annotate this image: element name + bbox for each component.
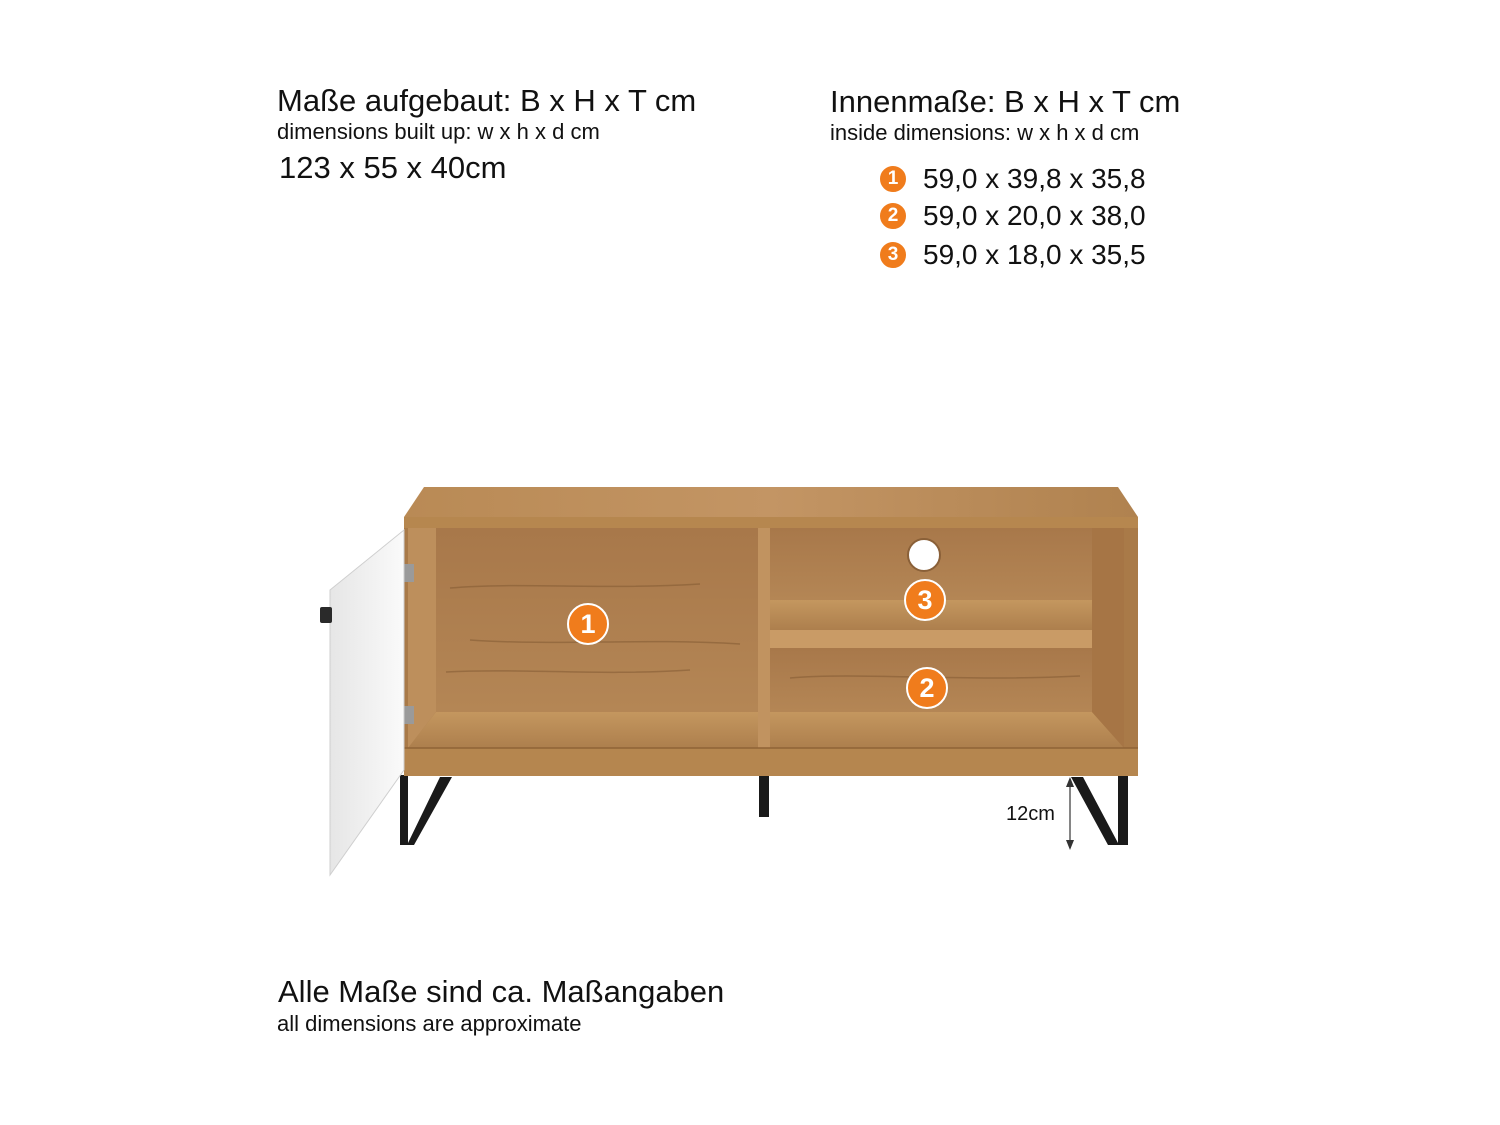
cable-hole (908, 539, 940, 571)
leg-height-dimension (1066, 777, 1074, 850)
middle-divider (758, 528, 770, 748)
leg-front-left (400, 775, 452, 845)
middle-shelf (770, 630, 1124, 648)
hinge-top (404, 564, 414, 582)
leg-height-label: 12cm (1006, 803, 1055, 825)
compartment-badge-1: 1 (567, 603, 609, 645)
open-door (330, 530, 404, 875)
right-lower-bottom (770, 712, 1124, 748)
outer-dimensions-title-en: dimensions built up: w x h x d cm (277, 119, 600, 144)
number-badge-1: 1 (878, 164, 908, 194)
inner-dimension-value-3: 59,0 x 18,0 x 35,5 (923, 239, 1146, 270)
number-badge-3: 3 (878, 240, 908, 270)
outer-dimensions-title-de: Maße aufgebaut: B x H x T cm (277, 83, 697, 118)
leg-front-right (1071, 775, 1128, 845)
inner-dimension-value-2: 59,0 x 20,0 x 38,0 (923, 200, 1146, 231)
leg-middle (759, 775, 769, 817)
inner-dimension-value-1: 59,0 x 39,8 x 35,8 (923, 163, 1146, 194)
compartment-badge-2: 2 (906, 667, 948, 709)
bottom-panel-edge (404, 748, 1138, 776)
top-panel-surface (404, 487, 1138, 517)
footer-note-en: all dimensions are approximate (277, 1011, 582, 1036)
door-knob (320, 607, 332, 623)
number-badge-2: 2 (878, 201, 908, 231)
left-compartment-bottom (408, 712, 758, 748)
right-side-inner (1092, 528, 1124, 748)
footer-note-de: Alle Maße sind ca. Maßangaben (278, 974, 725, 1009)
inner-dimensions-title-en: inside dimensions: w x h x d cm (830, 120, 1140, 145)
hinge-bottom (404, 706, 414, 724)
compartment-badge-3: 3 (904, 579, 946, 621)
inner-dimensions-title-de: Innenmaße: B x H x T cm (830, 84, 1181, 119)
top-panel-edge (404, 517, 1138, 528)
outer-dimensions-value: 123 x 55 x 40cm (279, 150, 507, 185)
right-upper-bottom (770, 600, 1124, 630)
